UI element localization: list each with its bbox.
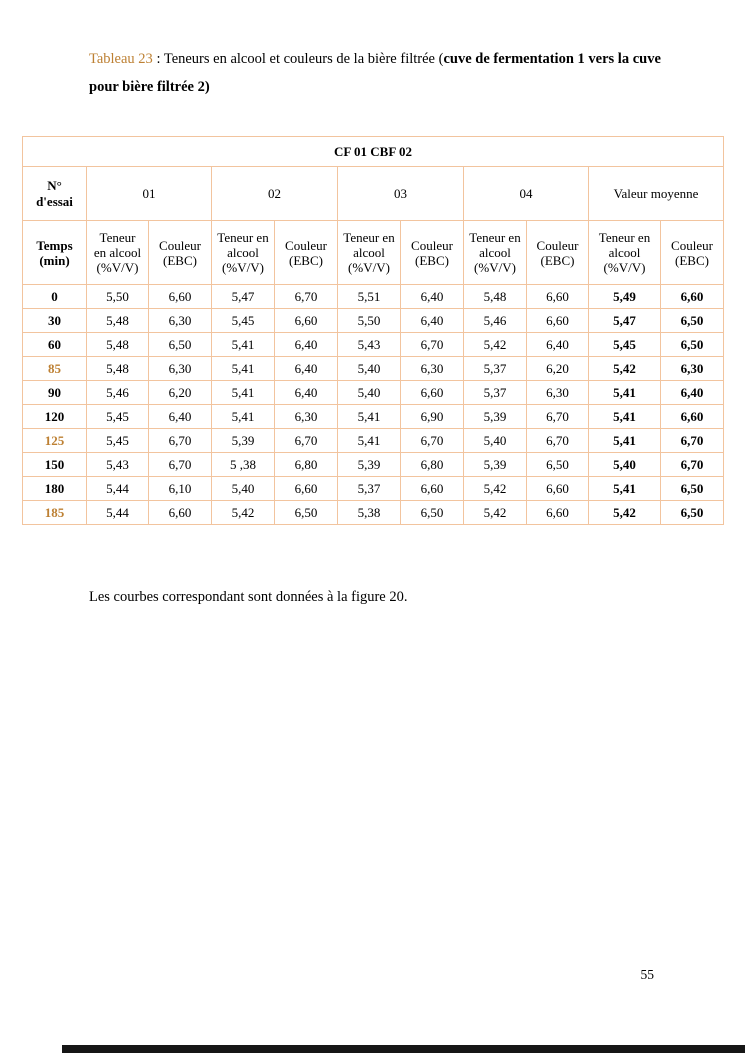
table-caption-bold-text: cuve de fermentation 1 vers la cuve pour bière filtrée 2) [89,51,661,95]
header-alcohol-03: Teneur en alcool (%V/V) [338,221,401,285]
value-cell: 6,50 [275,501,338,525]
mean-value-cell: 5,40 [589,453,661,477]
value-cell: 6,40 [275,333,338,357]
value-cell: 5,38 [338,501,401,525]
table-row [23,285,724,309]
value-cell: 6,60 [149,285,212,309]
value-cell: 5,40 [212,477,275,501]
value-cell: 6,60 [149,501,212,525]
mean-value-cell: 6,30 [661,357,724,381]
mean-value-cell: 5,41 [589,405,661,429]
value-cell: 6,40 [275,381,338,405]
value-cell: 5,37 [338,477,401,501]
header-alcohol-mean: Teneur en alcool (%V/V) [589,221,661,285]
value-cell: 5,42 [212,501,275,525]
value-cell: 6,70 [149,429,212,453]
value-cell: 5,39 [464,405,527,429]
mean-value-cell: 6,60 [661,285,724,309]
value-cell: 5,39 [464,453,527,477]
value-cell: 5,41 [338,429,401,453]
value-cell: 6,70 [149,453,212,477]
time-cell: 185 [23,501,87,525]
value-cell: 5,43 [338,333,401,357]
value-cell: 5,45 [212,309,275,333]
value-cell: 5,47 [212,285,275,309]
value-cell: 5,45 [87,405,149,429]
mean-value-cell: 5,47 [589,309,661,333]
mean-value-cell: 5,45 [589,333,661,357]
value-cell: 5,39 [338,453,401,477]
value-cell: 5,39 [212,429,275,453]
time-cell: 90 [23,381,87,405]
value-cell: 5,41 [212,405,275,429]
mean-value-cell: 5,42 [589,357,661,381]
value-cell: 6,30 [401,357,464,381]
table-caption-text: Teneurs en alcool et couleurs de la bière filtrée ( [163,51,444,67]
table-caption [89,45,673,101]
value-cell: 6,70 [275,285,338,309]
table-row [23,453,724,477]
time-cell: 0 [23,285,87,309]
time-cell: 180 [23,477,87,501]
value-cell: 6,60 [275,477,338,501]
value-cell: 5,51 [338,285,401,309]
page-number: 55 [640,967,654,982]
value-cell: 5,40 [464,429,527,453]
value-cell: 6,30 [149,309,212,333]
value-cell: 5,41 [212,381,275,405]
results-table [22,136,724,525]
value-cell: 6,40 [527,333,589,357]
value-cell: 6,20 [527,357,589,381]
value-cell: 6,20 [149,381,212,405]
mean-value-cell: 6,40 [661,381,724,405]
bottom-bar [62,1045,745,1053]
header-color-02: Couleur (EBC) [275,221,338,285]
value-cell: 6,60 [401,381,464,405]
value-cell: 5,42 [464,333,527,357]
value-cell: 6,50 [527,453,589,477]
value-cell: 5,40 [338,357,401,381]
mean-value-cell: 6,60 [661,405,724,429]
value-cell: 5,41 [338,405,401,429]
mean-value-cell: 6,50 [661,309,724,333]
value-cell: 6,80 [401,453,464,477]
header-alcohol-04: Teneur en alcool (%V/V) [464,221,527,285]
table-row [23,357,724,381]
value-cell: 6,40 [149,405,212,429]
table-row [23,381,724,405]
trial-header-row [23,167,724,221]
value-cell: 6,60 [401,477,464,501]
value-cell: 5,41 [212,357,275,381]
header-trial-02: 02 [212,167,338,221]
header-color-mean: Couleur (EBC) [661,221,724,285]
header-mean: Valeur moyenne [589,167,724,221]
value-cell: 6,50 [401,501,464,525]
table-caption-separator: : [152,51,164,67]
value-cell: 6,30 [149,357,212,381]
value-cell: 6,30 [527,381,589,405]
value-cell: 5,46 [87,381,149,405]
value-cell: 6,40 [401,285,464,309]
value-cell: 5,37 [464,381,527,405]
time-cell: 150 [23,453,87,477]
value-cell: 6,40 [401,309,464,333]
table-row [23,333,724,357]
time-cell: 30 [23,309,87,333]
table-caption-label: Tableau 23 [89,51,153,67]
mean-value-cell: 6,70 [661,429,724,453]
table-body [23,285,724,525]
time-cell: 120 [23,405,87,429]
value-cell: 6,60 [527,477,589,501]
value-cell: 5,37 [464,357,527,381]
header-temps: Temps (min) [23,221,87,285]
value-cell: 5,42 [464,501,527,525]
header-trial-01: 01 [87,167,212,221]
time-cell: 125 [23,429,87,453]
value-cell: 6,70 [527,429,589,453]
header-trial-03: 03 [338,167,464,221]
value-cell: 5,41 [212,333,275,357]
sub-header-row [23,221,724,285]
time-cell: 60 [23,333,87,357]
value-cell: 5,50 [338,309,401,333]
value-cell: 6,70 [527,405,589,429]
table-row [23,501,724,525]
footer-text: Les courbes correspondant sont données à la figure 20. [89,589,408,605]
mean-value-cell: 6,70 [661,453,724,477]
value-cell: 5,50 [87,285,149,309]
table-title: CF 01 CBF 02 [23,137,724,167]
value-cell: 6,30 [275,405,338,429]
header-trial-04: 04 [464,167,589,221]
value-cell: 6,70 [401,333,464,357]
mean-value-cell: 5,41 [589,477,661,501]
value-cell: 5,43 [87,453,149,477]
value-cell: 5,46 [464,309,527,333]
value-cell: 5,40 [338,381,401,405]
mean-value-cell: 6,50 [661,501,724,525]
header-color-03: Couleur (EBC) [401,221,464,285]
value-cell: 5,48 [87,333,149,357]
value-cell: 6,90 [401,405,464,429]
value-cell: 6,80 [275,453,338,477]
value-cell: 6,10 [149,477,212,501]
value-cell: 6,60 [527,309,589,333]
table-row [23,405,724,429]
table-title-row [23,137,724,167]
table-row [23,477,724,501]
value-cell: 5,48 [464,285,527,309]
value-cell: 5,42 [464,477,527,501]
value-cell: 6,60 [527,285,589,309]
header-essai: N° d'essai [23,167,87,221]
header-alcohol-01: Teneur en alcool (%V/V) [87,221,149,285]
value-cell: 5,44 [87,501,149,525]
mean-value-cell: 5,41 [589,429,661,453]
mean-value-cell: 5,42 [589,501,661,525]
value-cell: 5,44 [87,477,149,501]
value-cell: 6,50 [149,333,212,357]
value-cell: 6,70 [275,429,338,453]
mean-value-cell: 5,49 [589,285,661,309]
value-cell: 5,48 [87,357,149,381]
header-alcohol-02: Teneur en alcool (%V/V) [212,221,275,285]
table-row [23,309,724,333]
value-cell: 6,60 [527,501,589,525]
header-color-01: Couleur (EBC) [149,221,212,285]
value-cell: 6,70 [401,429,464,453]
time-cell: 85 [23,357,87,381]
value-cell: 6,60 [275,309,338,333]
mean-value-cell: 5,41 [589,381,661,405]
value-cell: 5,45 [87,429,149,453]
value-cell: 5 ,38 [212,453,275,477]
mean-value-cell: 6,50 [661,477,724,501]
value-cell: 6,40 [275,357,338,381]
mean-value-cell: 6,50 [661,333,724,357]
header-color-04: Couleur (EBC) [527,221,589,285]
table-row [23,429,724,453]
value-cell: 5,48 [87,309,149,333]
